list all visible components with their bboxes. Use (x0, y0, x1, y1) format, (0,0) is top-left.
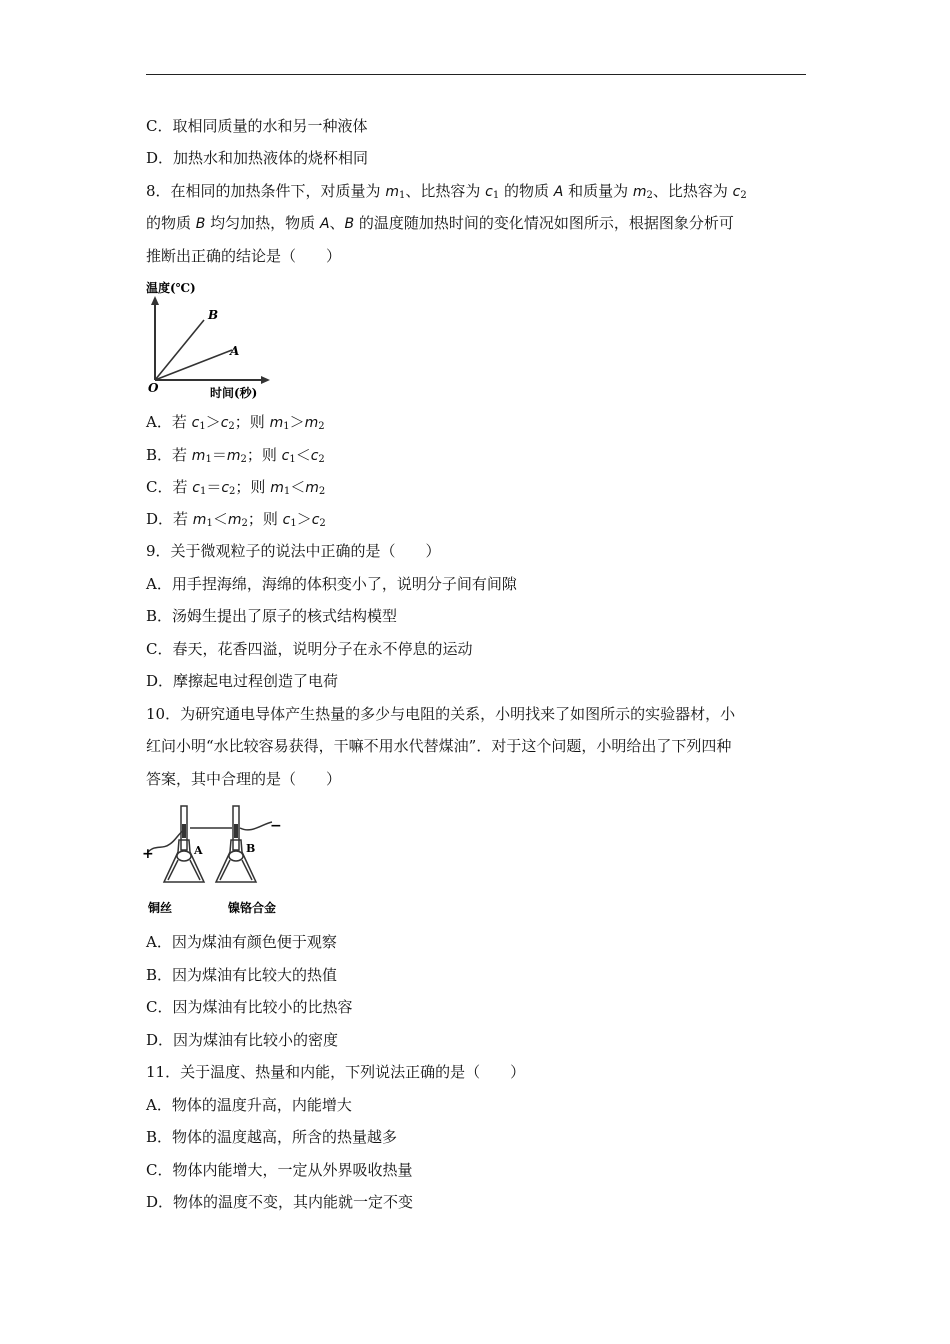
flask-b-label: B (246, 842, 256, 855)
q8-option-b: B．若 $m_1=m_2$；则 $c_1<c_2$ (146, 446, 325, 465)
stopper-a (177, 851, 191, 861)
q11-stem: 11．关于温度、热量和内能，下列说法正确的是（ ） (146, 1063, 526, 1081)
q11-option-a: A．物体的温度升高，内能增大 (146, 1096, 352, 1114)
q9-option-d: D．摩擦起电过程创造了电荷 (146, 672, 339, 690)
q7-option-d: D．加热水和加热液体的烧杯相同 (146, 149, 369, 167)
q9-option-a: A．用手捏海绵，海绵的体积变小了，说明分子间有间隙 (146, 575, 517, 593)
caption-nichrome: 镍铬合金 (228, 901, 277, 915)
q9-option-b: B．汤姆生提出了原子的核式结构模型 (146, 607, 398, 625)
wire-right (240, 822, 272, 830)
line-a-label: A (230, 344, 240, 358)
thermometer-b-fluid (234, 824, 238, 838)
q10-option-d: D．因为煤油有比较小的密度 (146, 1031, 339, 1049)
flask-a-label: A (194, 844, 203, 857)
thermometer-a-fluid (182, 824, 186, 838)
origin-label: O (148, 381, 159, 395)
negative-terminal: − (270, 818, 282, 834)
stopper-b (229, 851, 243, 861)
q9-stem: 9．关于微观粒子的说法中正确的是（ ） (146, 542, 441, 560)
q10-stem-line-3: 答案，其中合理的是（ ） (146, 770, 342, 788)
q9-option-c: C．春天，花香四溢，说明分子在永不停息的运动 (146, 640, 473, 658)
q11-option-d: D．物体的温度不变，其内能就一定不变 (146, 1193, 414, 1211)
q8-stem-line-2: 的物质 B 均匀加热，物质 A、B 的温度随加热时间的变化情况如图所示，根据图象分析可 (146, 214, 734, 232)
q11-option-b: B．物体的温度越高，所含的热量越多 (146, 1128, 398, 1146)
q10-option-b: B．因为煤油有比较大的热值 (146, 966, 338, 984)
q10-option-c: C．因为煤油有比较小的比热容 (146, 998, 353, 1016)
x-axis-arrow (261, 376, 270, 384)
y-axis-arrow (151, 296, 159, 305)
line-b-label: B (208, 308, 219, 322)
heating-apparatus-figure (140, 800, 300, 918)
q10-option-a: A．因为煤油有颜色便于观察 (146, 933, 337, 951)
q8-option-d: D．若 $m_1<m_2$；则 $c_1>c_2$ (146, 510, 326, 529)
q10-stem-line-2: 红问小明“水比较容易获得，干嘛不用水代替煤油”．对于这个问题，小明给出了下列四种 (146, 737, 732, 755)
header-rule (146, 74, 806, 75)
temperature-time-graph (140, 276, 280, 400)
q10-stem-line-1: 10．为研究通电导体产生热量的多少与电阻的关系，小明找来了如图所示的实验器材，小 (146, 705, 736, 723)
positive-terminal: + (142, 846, 154, 862)
q7-option-c: C．取相同质量的水和另一种液体 (146, 117, 368, 135)
q8-option-a: A．若 $c_1>c_2$；则 $m_1>m_2$ (146, 413, 325, 432)
q8-option-c: C．若 $c_1=c_2$；则 $m_1<m_2$ (146, 478, 326, 497)
caption-copper-wire: 铜丝 (148, 901, 173, 915)
x-axis-label: 时间(秒) (210, 386, 258, 400)
q11-option-c: C．物体内能增大，一定从外界吸收热量 (146, 1161, 413, 1179)
y-axis-label: 温度(℃) (146, 281, 196, 295)
q8-stem-line-3: 推断出正确的结论是（ ） (146, 247, 342, 265)
q8-stem-line-1: 8．在相同的加热条件下，对质量为 $m_1$、比热容为 $c_1$ 的物质 A 和质量为 $m_2$、比热容为 $c_2$ (146, 182, 747, 201)
